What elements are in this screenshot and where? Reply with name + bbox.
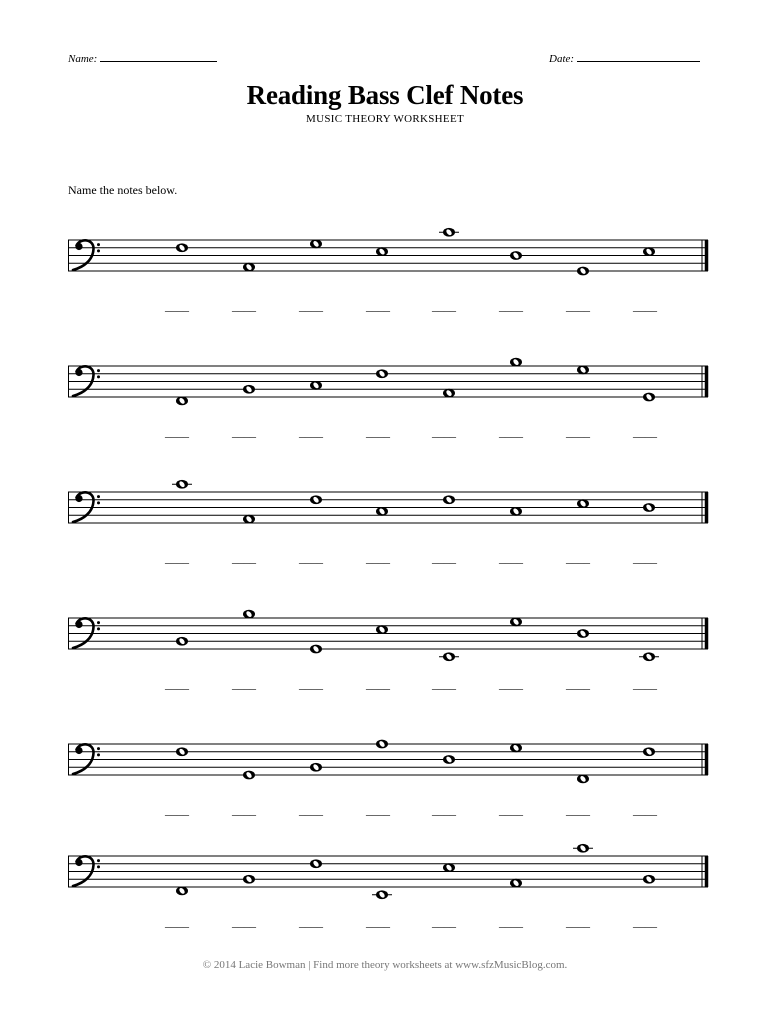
whole-note — [643, 503, 655, 512]
whole-note — [376, 247, 388, 256]
whole-note — [310, 495, 322, 504]
whole-note — [510, 617, 522, 626]
whole-note — [443, 495, 455, 504]
answer-blank[interactable]: ____ — [299, 677, 323, 691]
answer-blank[interactable]: ____ — [499, 299, 523, 313]
answer-blank[interactable]: ____ — [232, 915, 256, 929]
whole-note — [443, 652, 455, 661]
staff-1 — [68, 228, 708, 313]
whole-note — [310, 763, 322, 772]
answer-blank[interactable]: ____ — [633, 803, 657, 817]
whole-note — [510, 251, 522, 260]
staff-2 — [68, 358, 708, 439]
whole-note — [310, 645, 322, 654]
instructions: Name the notes below. — [68, 183, 178, 197]
answer-blank[interactable]: ____ — [165, 803, 189, 817]
whole-note — [176, 747, 188, 756]
whole-note — [376, 369, 388, 378]
answer-blank[interactable]: ____ — [566, 915, 590, 929]
footer: © 2014 Lacie Bowman | Find more theory worksheets at www.sfzMusicBlog.com. — [202, 959, 568, 971]
answer-blank[interactable]: ____ — [633, 299, 657, 313]
whole-note — [376, 740, 388, 749]
answer-blank[interactable]: ____ — [566, 803, 590, 817]
whole-note — [310, 239, 322, 248]
answer-blank[interactable]: ____ — [299, 299, 323, 313]
answer-blank[interactable]: ____ — [499, 915, 523, 929]
answer-blank[interactable]: ____ — [432, 425, 456, 439]
whole-note — [310, 859, 322, 868]
whole-note — [577, 629, 589, 638]
answer-blank[interactable]: ____ — [165, 551, 189, 565]
whole-note — [243, 263, 255, 272]
whole-note — [243, 385, 255, 394]
whole-note — [243, 515, 255, 524]
answer-blank[interactable]: ____ — [432, 915, 456, 929]
whole-note — [577, 844, 589, 853]
whole-note — [643, 393, 655, 402]
whole-note — [443, 755, 455, 764]
answer-blank[interactable]: ____ — [165, 299, 189, 313]
whole-note — [176, 886, 188, 895]
answer-blank[interactable]: ____ — [232, 803, 256, 817]
answer-blank[interactable]: ____ — [165, 425, 189, 439]
whole-note — [443, 228, 455, 237]
answer-blank[interactable]: ____ — [499, 803, 523, 817]
page-subtitle: MUSIC THEORY WORKSHEET — [306, 113, 464, 125]
staff-3 — [68, 480, 708, 565]
whole-note — [310, 381, 322, 390]
whole-note — [510, 879, 522, 888]
answer-blank[interactable]: ____ — [566, 299, 590, 313]
whole-note — [510, 743, 522, 752]
answer-blank[interactable]: ____ — [633, 677, 657, 691]
whole-note — [376, 890, 388, 899]
answer-blank[interactable]: ____ — [633, 915, 657, 929]
answer-blank[interactable]: ____ — [366, 915, 390, 929]
whole-note — [176, 396, 188, 405]
answer-blank[interactable]: ____ — [232, 299, 256, 313]
answer-blank[interactable]: ____ — [165, 677, 189, 691]
staff-6 — [68, 844, 708, 929]
whole-note — [510, 358, 522, 367]
answer-blank[interactable]: ____ — [366, 551, 390, 565]
whole-note — [243, 610, 255, 619]
answer-blank[interactable]: ____ — [366, 677, 390, 691]
staff-5 — [68, 740, 708, 817]
answer-blank[interactable]: ____ — [566, 677, 590, 691]
answer-blank[interactable]: ____ — [232, 551, 256, 565]
whole-note — [643, 247, 655, 256]
whole-note — [376, 507, 388, 516]
whole-note — [643, 652, 655, 661]
answer-blank[interactable]: ____ — [633, 551, 657, 565]
answer-blank[interactable]: ____ — [432, 803, 456, 817]
answer-blank[interactable]: ____ — [299, 425, 323, 439]
answer-blank[interactable]: ____ — [432, 299, 456, 313]
whole-note — [510, 507, 522, 516]
whole-note — [243, 875, 255, 884]
whole-note — [176, 480, 188, 489]
answer-blank[interactable]: ____ — [366, 803, 390, 817]
page-title: Reading Bass Clef Notes — [246, 80, 524, 110]
whole-note — [577, 774, 589, 783]
whole-note — [577, 267, 589, 276]
answer-blank[interactable]: ____ — [566, 425, 590, 439]
date-label: Date: — [549, 53, 575, 65]
whole-note — [577, 499, 589, 508]
whole-note — [176, 243, 188, 252]
answer-blank[interactable]: ____ — [499, 677, 523, 691]
answer-blank[interactable]: ____ — [432, 677, 456, 691]
whole-note — [243, 771, 255, 780]
answer-blank[interactable]: ____ — [432, 551, 456, 565]
answer-blank[interactable]: ____ — [366, 425, 390, 439]
answer-blank[interactable]: ____ — [566, 551, 590, 565]
answer-blank[interactable]: ____ — [232, 425, 256, 439]
whole-note — [643, 875, 655, 884]
answer-blank[interactable]: ____ — [633, 425, 657, 439]
answer-blank[interactable]: ____ — [299, 915, 323, 929]
answer-blank[interactable]: ____ — [366, 299, 390, 313]
whole-note — [643, 747, 655, 756]
answer-blank[interactable]: ____ — [232, 677, 256, 691]
answer-blank[interactable]: ____ — [165, 915, 189, 929]
whole-note — [443, 389, 455, 398]
whole-note — [176, 637, 188, 646]
answer-blank[interactable]: ____ — [299, 551, 323, 565]
answer-blank[interactable]: ____ — [499, 551, 523, 565]
staff-4 — [68, 610, 708, 691]
name-label: Name: — [68, 53, 98, 65]
whole-note — [577, 365, 589, 374]
whole-note — [443, 863, 455, 872]
whole-note — [376, 625, 388, 634]
answer-blank[interactable]: ____ — [299, 803, 323, 817]
answer-blank[interactable]: ____ — [499, 425, 523, 439]
